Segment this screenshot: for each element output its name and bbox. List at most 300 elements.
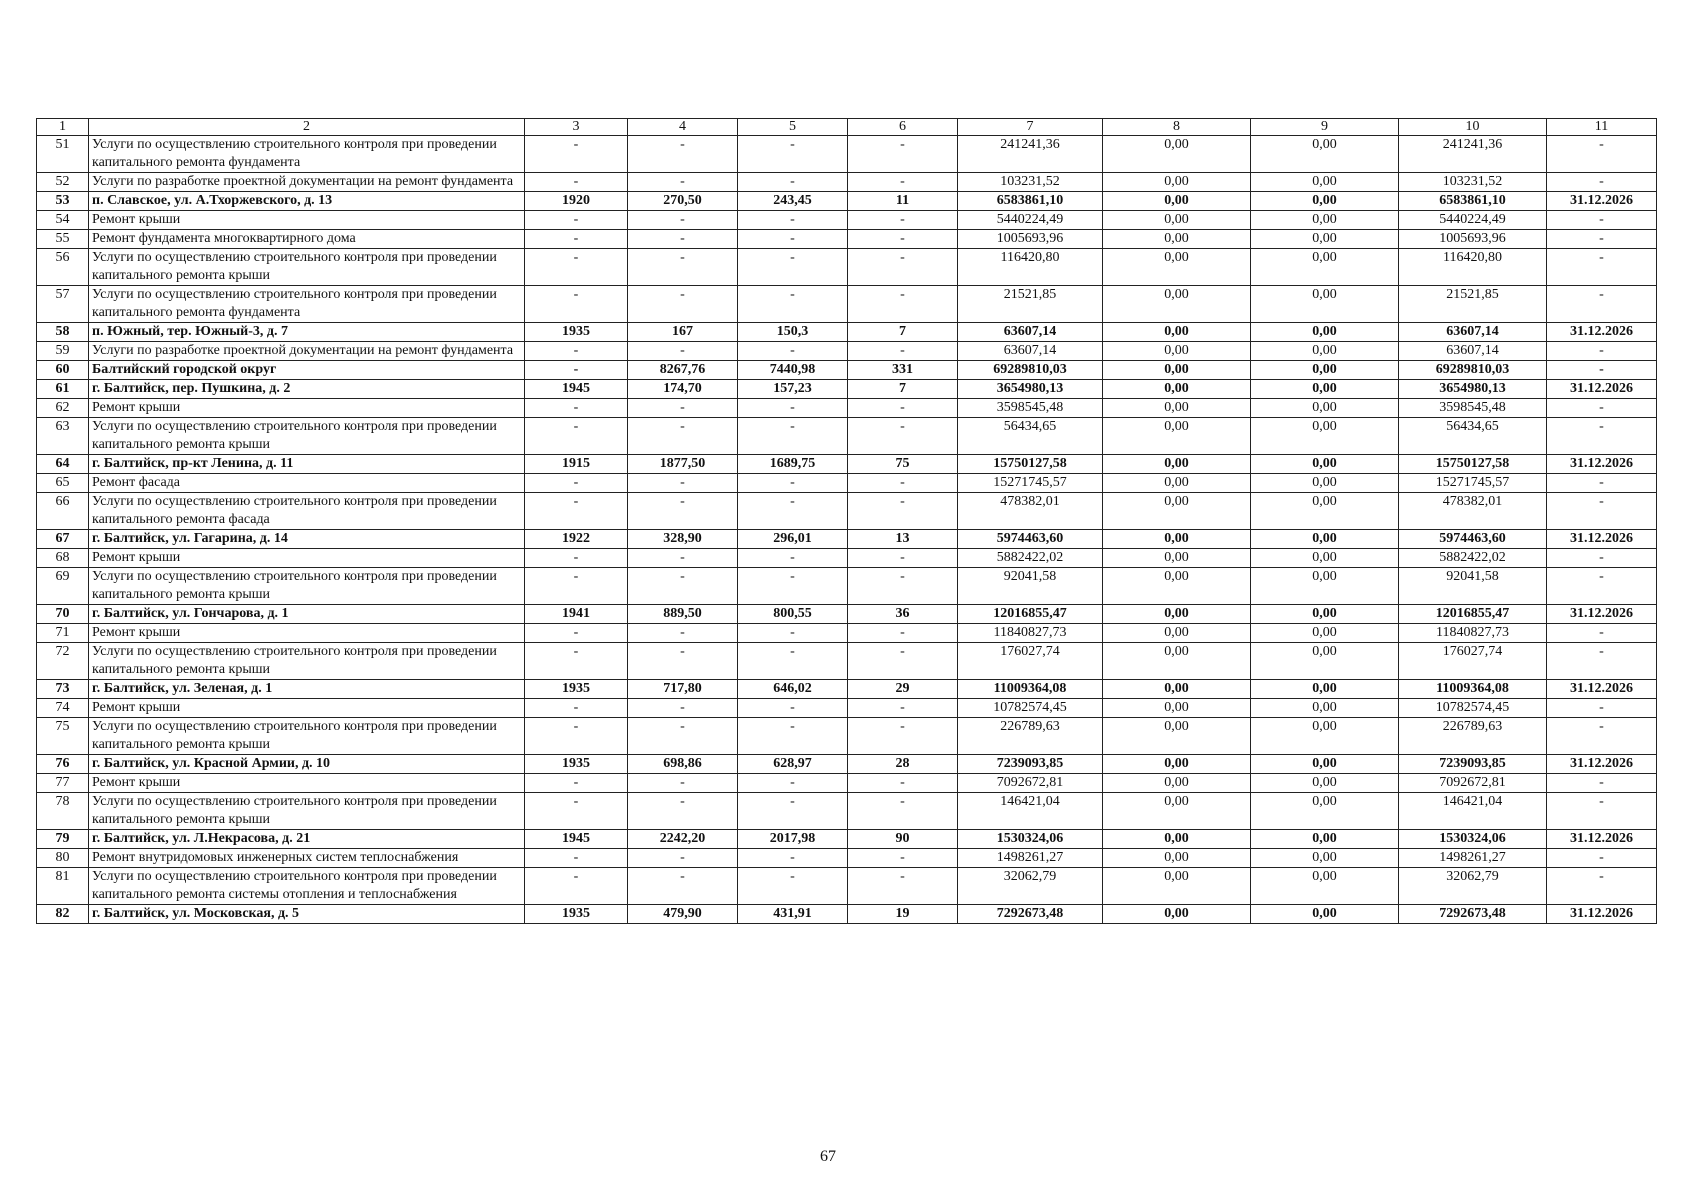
area-living-cell: - [738, 643, 848, 680]
area-living-cell: 431,91 [738, 905, 848, 924]
deadline-cell: - [1547, 624, 1657, 643]
deadline-cell: 31.12.2026 [1547, 680, 1657, 699]
area-total-cell: - [628, 173, 738, 192]
year-cell: - [525, 474, 628, 493]
year-cell: - [525, 399, 628, 418]
cost-other-cell: 0,00 [1251, 173, 1399, 192]
table-body [37, 119, 1657, 924]
cost-total-cell: 3654980,13 [958, 380, 1103, 399]
table-row [37, 549, 1657, 568]
year-cell: - [525, 718, 628, 755]
table-row [37, 493, 1657, 530]
item-name-cell: Ремонт фасада [89, 474, 525, 493]
deadline-cell: - [1547, 474, 1657, 493]
residents-cell: 7 [848, 323, 958, 342]
area-total-cell: - [628, 399, 738, 418]
year-cell: 1920 [525, 192, 628, 211]
cost-fund-cell: 0,00 [1103, 136, 1251, 173]
year-cell: - [525, 643, 628, 680]
deadline-cell: - [1547, 211, 1657, 230]
item-name-cell: Услуги по осуществлению строительного контроля при проведении капитального ремонта фундамента [89, 136, 525, 173]
area-total-cell: - [628, 774, 738, 793]
area-total-cell: 1877,50 [628, 455, 738, 474]
area-living-cell: - [738, 793, 848, 830]
residents-cell: 36 [848, 605, 958, 624]
year-cell: - [525, 568, 628, 605]
cost-other-cell: 0,00 [1251, 192, 1399, 211]
cost-total-cell: 7292673,48 [958, 905, 1103, 924]
cost-total-cell: 116420,80 [958, 249, 1103, 286]
area-living-cell: 646,02 [738, 680, 848, 699]
row-number-cell: 57 [37, 286, 89, 323]
table-row [37, 136, 1657, 173]
area-total-cell: - [628, 136, 738, 173]
row-number-cell: 69 [37, 568, 89, 605]
cost-owners-cell: 103231,52 [1399, 173, 1547, 192]
cost-fund-cell: 0,00 [1103, 793, 1251, 830]
cost-other-cell: 0,00 [1251, 568, 1399, 605]
item-name-cell: Услуги по осуществлению строительного контроля при проведении капитального ремонта крыши [89, 249, 525, 286]
deadline-cell: - [1547, 774, 1657, 793]
deadline-cell: - [1547, 493, 1657, 530]
area-total-cell: - [628, 418, 738, 455]
area-total-cell: - [628, 474, 738, 493]
area-total-cell: - [628, 624, 738, 643]
cost-owners-cell: 10782574,45 [1399, 699, 1547, 718]
cost-fund-cell: 0,00 [1103, 399, 1251, 418]
item-name-cell: Услуги по осуществлению строительного контроля при проведении капитального ремонта фасада [89, 493, 525, 530]
table-row [37, 530, 1657, 549]
area-living-cell: 243,45 [738, 192, 848, 211]
area-living-cell: 800,55 [738, 605, 848, 624]
residents-cell: - [848, 718, 958, 755]
cost-fund-cell: 0,00 [1103, 680, 1251, 699]
item-name-cell: г. Балтийск, ул. Московская, д. 5 [89, 905, 525, 924]
cost-fund-cell: 0,00 [1103, 830, 1251, 849]
area-total-cell: 167 [628, 323, 738, 342]
area-living-cell: - [738, 774, 848, 793]
cost-owners-cell: 1498261,27 [1399, 849, 1547, 868]
residents-cell: 7 [848, 380, 958, 399]
table-row [37, 323, 1657, 342]
residents-cell: 28 [848, 755, 958, 774]
year-cell: - [525, 624, 628, 643]
row-number-cell: 65 [37, 474, 89, 493]
cost-other-cell: 0,00 [1251, 323, 1399, 342]
deadline-cell: - [1547, 643, 1657, 680]
table-row [37, 568, 1657, 605]
cost-other-cell: 0,00 [1251, 136, 1399, 173]
year-cell: - [525, 774, 628, 793]
area-living-cell: - [738, 868, 848, 905]
cost-other-cell: 0,00 [1251, 530, 1399, 549]
cost-fund-cell: 0,00 [1103, 549, 1251, 568]
cost-other-cell: 0,00 [1251, 643, 1399, 680]
item-name-cell: п. Южный, тер. Южный-3, д. 7 [89, 323, 525, 342]
cost-owners-cell: 7092672,81 [1399, 774, 1547, 793]
year-cell: 1915 [525, 455, 628, 474]
item-name-cell: Ремонт крыши [89, 549, 525, 568]
cost-fund-cell: 0,00 [1103, 380, 1251, 399]
residents-cell: - [848, 624, 958, 643]
residents-cell: - [848, 211, 958, 230]
year-cell: - [525, 230, 628, 249]
column-number-header: 3 [525, 119, 628, 136]
deadline-cell: 31.12.2026 [1547, 323, 1657, 342]
cost-total-cell: 15271745,57 [958, 474, 1103, 493]
cost-fund-cell: 0,00 [1103, 455, 1251, 474]
deadline-cell: - [1547, 568, 1657, 605]
cost-owners-cell: 116420,80 [1399, 249, 1547, 286]
area-total-cell: 2242,20 [628, 830, 738, 849]
item-name-cell: Ремонт крыши [89, 774, 525, 793]
deadline-cell: - [1547, 399, 1657, 418]
area-living-cell: - [738, 549, 848, 568]
area-living-cell: 628,97 [738, 755, 848, 774]
column-number-header: 10 [1399, 119, 1547, 136]
cost-total-cell: 176027,74 [958, 643, 1103, 680]
year-cell: - [525, 793, 628, 830]
cost-owners-cell: 5882422,02 [1399, 549, 1547, 568]
cost-owners-cell: 1005693,96 [1399, 230, 1547, 249]
cost-owners-cell: 226789,63 [1399, 718, 1547, 755]
residents-cell: - [848, 230, 958, 249]
cost-total-cell: 21521,85 [958, 286, 1103, 323]
table-row [37, 380, 1657, 399]
item-name-cell: Услуги по осуществлению строительного контроля при проведении капитального ремонта крыши [89, 418, 525, 455]
cost-owners-cell: 92041,58 [1399, 568, 1547, 605]
cost-fund-cell: 0,00 [1103, 286, 1251, 323]
deadline-cell: - [1547, 868, 1657, 905]
residents-cell: 75 [848, 455, 958, 474]
cost-total-cell: 3598545,48 [958, 399, 1103, 418]
cost-fund-cell: 0,00 [1103, 868, 1251, 905]
deadline-cell: 31.12.2026 [1547, 605, 1657, 624]
deadline-cell: 31.12.2026 [1547, 905, 1657, 924]
table-row [37, 192, 1657, 211]
deadline-cell: - [1547, 699, 1657, 718]
item-name-cell: Услуги по разработке проектной документации на ремонт фундамента [89, 173, 525, 192]
item-name-cell: г. Балтийск, пр-кт Ленина, д. 11 [89, 455, 525, 474]
cost-owners-cell: 1530324,06 [1399, 830, 1547, 849]
area-living-cell: - [738, 568, 848, 605]
year-cell: 1935 [525, 905, 628, 924]
year-cell: - [525, 549, 628, 568]
row-number-cell: 78 [37, 793, 89, 830]
area-living-cell: - [738, 286, 848, 323]
year-cell: 1935 [525, 680, 628, 699]
deadline-cell: - [1547, 718, 1657, 755]
table-row [37, 793, 1657, 830]
row-number-cell: 60 [37, 361, 89, 380]
year-cell: - [525, 868, 628, 905]
row-number-cell: 67 [37, 530, 89, 549]
cost-fund-cell: 0,00 [1103, 774, 1251, 793]
cost-fund-cell: 0,00 [1103, 643, 1251, 680]
deadline-cell: - [1547, 418, 1657, 455]
cost-other-cell: 0,00 [1251, 624, 1399, 643]
area-living-cell: - [738, 230, 848, 249]
area-living-cell: 296,01 [738, 530, 848, 549]
year-cell: 1922 [525, 530, 628, 549]
cost-other-cell: 0,00 [1251, 380, 1399, 399]
item-name-cell: Ремонт крыши [89, 624, 525, 643]
area-living-cell: 7440,98 [738, 361, 848, 380]
cost-fund-cell: 0,00 [1103, 230, 1251, 249]
row-number-cell: 68 [37, 549, 89, 568]
cost-fund-cell: 0,00 [1103, 699, 1251, 718]
area-total-cell: - [628, 849, 738, 868]
table-row [37, 173, 1657, 192]
row-number-cell: 80 [37, 849, 89, 868]
area-living-cell: 157,23 [738, 380, 848, 399]
cost-fund-cell: 0,00 [1103, 249, 1251, 286]
deadline-cell: 31.12.2026 [1547, 530, 1657, 549]
cost-total-cell: 92041,58 [958, 568, 1103, 605]
residents-cell: - [848, 643, 958, 680]
table-row [37, 474, 1657, 493]
area-total-cell: - [628, 286, 738, 323]
cost-other-cell: 0,00 [1251, 230, 1399, 249]
cost-owners-cell: 32062,79 [1399, 868, 1547, 905]
residents-cell: - [848, 173, 958, 192]
residents-cell: 19 [848, 905, 958, 924]
area-living-cell: - [738, 849, 848, 868]
row-number-cell: 59 [37, 342, 89, 361]
item-name-cell: Услуги по осуществлению строительного контроля при проведении капитального ремонта крыши [89, 568, 525, 605]
cost-other-cell: 0,00 [1251, 399, 1399, 418]
year-cell: - [525, 211, 628, 230]
cost-owners-cell: 7292673,48 [1399, 905, 1547, 924]
item-name-cell: г. Балтийск, ул. Гончарова, д. 1 [89, 605, 525, 624]
cost-other-cell: 0,00 [1251, 793, 1399, 830]
area-total-cell: - [628, 211, 738, 230]
residents-cell: - [848, 699, 958, 718]
item-name-cell: Ремонт крыши [89, 399, 525, 418]
item-name-cell: Ремонт фундамента многоквартирного дома [89, 230, 525, 249]
residents-cell: - [848, 474, 958, 493]
cost-owners-cell: 63607,14 [1399, 323, 1547, 342]
cost-fund-cell: 0,00 [1103, 342, 1251, 361]
area-living-cell: - [738, 418, 848, 455]
cost-total-cell: 478382,01 [958, 493, 1103, 530]
deadline-cell: - [1547, 249, 1657, 286]
table-row [37, 211, 1657, 230]
area-living-cell: - [738, 474, 848, 493]
row-number-cell: 71 [37, 624, 89, 643]
table-row [37, 774, 1657, 793]
cost-total-cell: 5440224,49 [958, 211, 1103, 230]
row-number-cell: 52 [37, 173, 89, 192]
cost-total-cell: 1498261,27 [958, 849, 1103, 868]
area-total-cell: 8267,76 [628, 361, 738, 380]
area-living-cell: - [738, 173, 848, 192]
item-name-cell: Ремонт крыши [89, 699, 525, 718]
cost-owners-cell: 11009364,08 [1399, 680, 1547, 699]
year-cell: - [525, 361, 628, 380]
item-name-cell: Балтийский городской округ [89, 361, 525, 380]
deadline-cell: 31.12.2026 [1547, 455, 1657, 474]
cost-other-cell: 0,00 [1251, 455, 1399, 474]
row-number-cell: 79 [37, 830, 89, 849]
cost-other-cell: 0,00 [1251, 830, 1399, 849]
cost-other-cell: 0,00 [1251, 605, 1399, 624]
deadline-cell: - [1547, 342, 1657, 361]
area-total-cell: - [628, 249, 738, 286]
item-name-cell: п. Славское, ул. А.Тхоржевского, д. 13 [89, 192, 525, 211]
table-row [37, 643, 1657, 680]
column-number-header: 7 [958, 119, 1103, 136]
cost-fund-cell: 0,00 [1103, 905, 1251, 924]
area-total-cell: - [628, 568, 738, 605]
cost-total-cell: 63607,14 [958, 323, 1103, 342]
area-total-cell: - [628, 549, 738, 568]
year-cell: - [525, 418, 628, 455]
cost-total-cell: 32062,79 [958, 868, 1103, 905]
row-number-cell: 70 [37, 605, 89, 624]
cost-owners-cell: 21521,85 [1399, 286, 1547, 323]
deadline-cell: - [1547, 173, 1657, 192]
column-number-header: 6 [848, 119, 958, 136]
cost-fund-cell: 0,00 [1103, 474, 1251, 493]
cost-total-cell: 226789,63 [958, 718, 1103, 755]
cost-other-cell: 0,00 [1251, 549, 1399, 568]
year-cell: 1935 [525, 323, 628, 342]
area-total-cell: 328,90 [628, 530, 738, 549]
deadline-cell: - [1547, 849, 1657, 868]
area-total-cell: 174,70 [628, 380, 738, 399]
area-total-cell: - [628, 493, 738, 530]
row-number-cell: 75 [37, 718, 89, 755]
area-total-cell: 717,80 [628, 680, 738, 699]
cost-total-cell: 56434,65 [958, 418, 1103, 455]
row-number-cell: 72 [37, 643, 89, 680]
area-total-cell: - [628, 868, 738, 905]
document-table [36, 118, 1657, 924]
table-row [37, 286, 1657, 323]
column-number-header: 8 [1103, 119, 1251, 136]
cost-owners-cell: 146421,04 [1399, 793, 1547, 830]
cost-owners-cell: 7239093,85 [1399, 755, 1547, 774]
item-name-cell: Ремонт внутридомовых инженерных систем теплоснабжения [89, 849, 525, 868]
residents-cell: - [848, 774, 958, 793]
deadline-cell: 31.12.2026 [1547, 755, 1657, 774]
table-row [37, 680, 1657, 699]
year-cell: - [525, 699, 628, 718]
cost-other-cell: 0,00 [1251, 905, 1399, 924]
year-cell: 1945 [525, 830, 628, 849]
year-cell: - [525, 849, 628, 868]
residents-cell: - [848, 399, 958, 418]
cost-owners-cell: 5440224,49 [1399, 211, 1547, 230]
table-row [37, 342, 1657, 361]
column-number-header: 5 [738, 119, 848, 136]
residents-cell: 331 [848, 361, 958, 380]
row-number-cell: 62 [37, 399, 89, 418]
area-living-cell: 150,3 [738, 323, 848, 342]
area-total-cell: - [628, 342, 738, 361]
cost-owners-cell: 3598545,48 [1399, 399, 1547, 418]
cost-total-cell: 15750127,58 [958, 455, 1103, 474]
cost-owners-cell: 15750127,58 [1399, 455, 1547, 474]
cost-owners-cell: 176027,74 [1399, 643, 1547, 680]
cost-owners-cell: 11840827,73 [1399, 624, 1547, 643]
residents-cell: 90 [848, 830, 958, 849]
deadline-cell: - [1547, 286, 1657, 323]
item-name-cell: Услуги по разработке проектной документации на ремонт фундамента [89, 342, 525, 361]
table-row [37, 849, 1657, 868]
cost-other-cell: 0,00 [1251, 849, 1399, 868]
table-row [37, 755, 1657, 774]
cost-fund-cell: 0,00 [1103, 718, 1251, 755]
item-name-cell: Ремонт крыши [89, 211, 525, 230]
cost-other-cell: 0,00 [1251, 249, 1399, 286]
table-row [37, 605, 1657, 624]
item-name-cell: г. Балтийск, ул. Зеленая, д. 1 [89, 680, 525, 699]
deadline-cell: 31.12.2026 [1547, 830, 1657, 849]
area-total-cell: - [628, 699, 738, 718]
cost-total-cell: 1530324,06 [958, 830, 1103, 849]
cost-total-cell: 7239093,85 [958, 755, 1103, 774]
row-number-cell: 64 [37, 455, 89, 474]
area-living-cell: - [738, 249, 848, 286]
deadline-cell: 31.12.2026 [1547, 192, 1657, 211]
cost-total-cell: 103231,52 [958, 173, 1103, 192]
item-name-cell: Услуги по осуществлению строительного контроля при проведении капитального ремонта крыши [89, 793, 525, 830]
item-name-cell: г. Балтийск, ул. Гагарина, д. 14 [89, 530, 525, 549]
cost-other-cell: 0,00 [1251, 342, 1399, 361]
area-total-cell: 270,50 [628, 192, 738, 211]
cost-fund-cell: 0,00 [1103, 173, 1251, 192]
cost-owners-cell: 478382,01 [1399, 493, 1547, 530]
area-total-cell: 889,50 [628, 605, 738, 624]
cost-total-cell: 11009364,08 [958, 680, 1103, 699]
row-number-cell: 53 [37, 192, 89, 211]
area-living-cell: 1689,75 [738, 455, 848, 474]
cost-owners-cell: 56434,65 [1399, 418, 1547, 455]
cost-fund-cell: 0,00 [1103, 493, 1251, 530]
year-cell: - [525, 286, 628, 323]
area-living-cell: 2017,98 [738, 830, 848, 849]
cost-owners-cell: 241241,36 [1399, 136, 1547, 173]
area-living-cell: - [738, 718, 848, 755]
residents-cell: - [848, 342, 958, 361]
area-total-cell: 698,86 [628, 755, 738, 774]
cost-other-cell: 0,00 [1251, 286, 1399, 323]
table-row [37, 455, 1657, 474]
page-number: 67 [820, 1148, 836, 1165]
table-row [37, 361, 1657, 380]
residents-cell: 11 [848, 192, 958, 211]
residents-cell: - [848, 568, 958, 605]
table-row [37, 230, 1657, 249]
deadline-cell: - [1547, 361, 1657, 380]
year-cell: - [525, 493, 628, 530]
cost-other-cell: 0,00 [1251, 718, 1399, 755]
row-number-cell: 61 [37, 380, 89, 399]
item-name-cell: Услуги по осуществлению строительного контроля при проведении капитального ремонта крыши [89, 643, 525, 680]
cost-other-cell: 0,00 [1251, 699, 1399, 718]
cost-total-cell: 12016855,47 [958, 605, 1103, 624]
deadline-cell: - [1547, 793, 1657, 830]
table-row [37, 905, 1657, 924]
item-name-cell: г. Балтийск, ул. Красной Армии, д. 10 [89, 755, 525, 774]
row-number-cell: 74 [37, 699, 89, 718]
cost-total-cell: 69289810,03 [958, 361, 1103, 380]
deadline-cell: - [1547, 549, 1657, 568]
cost-owners-cell: 3654980,13 [1399, 380, 1547, 399]
residents-cell: - [848, 493, 958, 530]
